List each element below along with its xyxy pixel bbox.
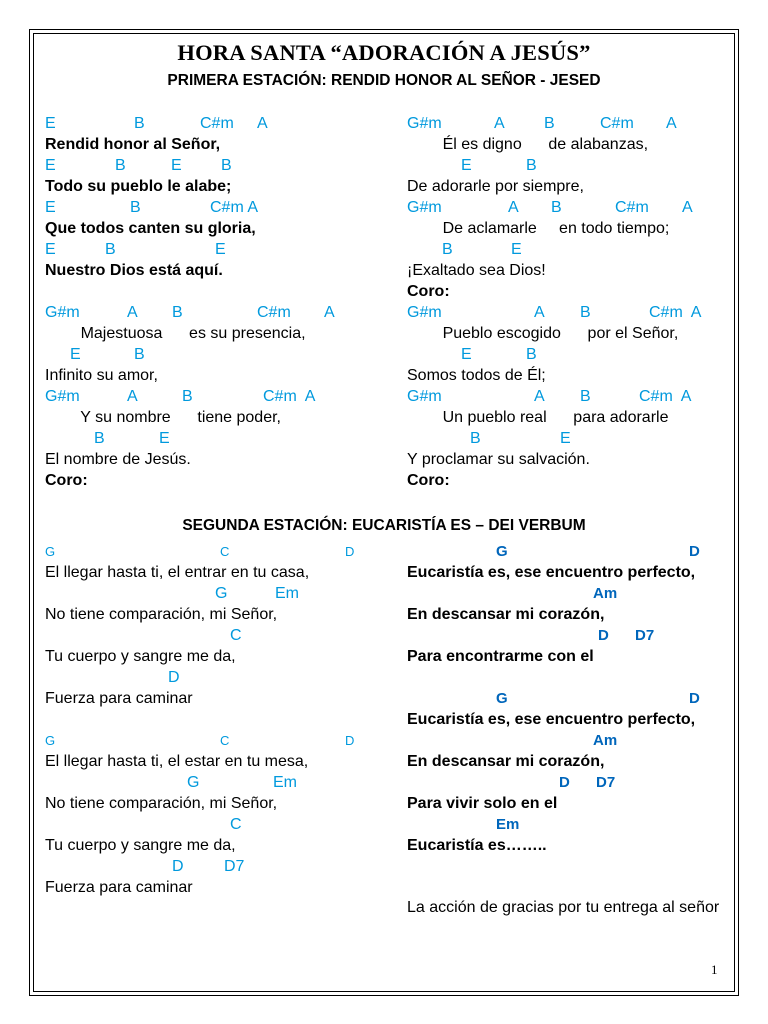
chord: E xyxy=(70,346,81,363)
chord-line xyxy=(45,583,385,604)
chord: E xyxy=(171,157,182,174)
chord: B xyxy=(544,115,555,132)
lyric-line: Majestuosa es su presencia, xyxy=(45,325,306,342)
chord: G xyxy=(45,544,56,559)
lyric-line: Y su nombre tiene poder, xyxy=(45,409,281,426)
chord-line xyxy=(407,197,737,218)
chord: B xyxy=(526,346,537,363)
lyric-line: Él es digno de alabanzas, xyxy=(407,136,649,153)
chord: D xyxy=(168,669,180,686)
chord: D xyxy=(345,544,355,559)
page-number: 1 xyxy=(711,962,718,977)
chord-line xyxy=(407,428,737,449)
closing-note: La acción de gracias por tu entrega al señor xyxy=(407,899,720,916)
chord: A xyxy=(127,388,138,405)
chord: C#m xyxy=(615,199,649,216)
chord: B xyxy=(172,304,183,321)
chord: G xyxy=(215,585,228,602)
chord: E xyxy=(45,157,56,174)
lyric-line: En descansar mi corazón, xyxy=(407,606,605,623)
station-2-title: SEGUNDA ESTACIÓN: EUCARISTÍA ES – DEI VERBUM xyxy=(182,517,586,534)
chord-line xyxy=(45,113,375,134)
chord-line xyxy=(45,344,375,365)
chord: B xyxy=(580,388,591,405)
chord: C xyxy=(220,733,230,748)
chord: D xyxy=(598,627,609,644)
chord: Am xyxy=(593,732,618,749)
chord-line xyxy=(407,541,737,562)
lyric-line: Fuerza para caminar xyxy=(45,879,193,896)
chord: C#m xyxy=(257,304,291,321)
lyric-line: No tiene comparación, mi Señor, xyxy=(45,606,278,623)
chord: A xyxy=(494,115,505,132)
chord: C#m A xyxy=(649,304,702,321)
chord: G#m xyxy=(407,304,442,321)
chord: D xyxy=(172,858,184,875)
chord: D7 xyxy=(596,774,616,791)
chord: Em xyxy=(273,774,297,791)
chord: Em xyxy=(275,585,299,602)
lyric-line: Somos todos de Él; xyxy=(407,367,546,384)
chord: E xyxy=(45,241,56,258)
chord: A xyxy=(666,115,677,132)
chord: G xyxy=(187,774,200,791)
lyric-line: De aclamarle en todo tiempo; xyxy=(407,220,670,237)
lyric-line: Eucaristía es, ese encuentro perfecto, xyxy=(407,711,696,728)
chord-line xyxy=(45,625,385,646)
chord-line xyxy=(407,239,737,260)
lyric-line: Eucaristía es, ese encuentro perfecto, xyxy=(407,564,696,581)
station-2-right-column xyxy=(407,541,737,918)
chord: B xyxy=(105,241,116,258)
chord: D xyxy=(689,543,700,560)
chord: C#m A xyxy=(639,388,692,405)
station-1-right-column xyxy=(407,113,737,491)
chord: D xyxy=(345,733,355,748)
chord: D xyxy=(689,690,700,707)
coro-label: Coro: xyxy=(407,283,450,300)
chord: A xyxy=(257,115,268,132)
lyric-line: Tu cuerpo y sangre me da, xyxy=(45,837,236,854)
chord-line xyxy=(407,344,737,365)
chord: B xyxy=(182,388,193,405)
chord-line xyxy=(407,302,737,323)
lyric-line: El llegar hasta ti, el estar en tu mesa, xyxy=(45,753,309,770)
chord: C xyxy=(230,627,242,644)
lyric-line: El llegar hasta ti, el entrar en tu casa, xyxy=(45,564,310,581)
lyric-line: Rendid honor al Señor, xyxy=(45,136,221,153)
chord: D xyxy=(559,774,570,791)
chord: C xyxy=(220,544,230,559)
chord: B xyxy=(470,430,481,447)
chord: B xyxy=(551,199,562,216)
chord: B xyxy=(442,241,453,258)
chord-line xyxy=(407,730,737,751)
chord: G#m xyxy=(407,115,442,132)
chord: B xyxy=(134,346,145,363)
lyric-line: De adorarle por siempre, xyxy=(407,178,584,195)
lyric-line: Y proclamar su salvación. xyxy=(407,451,590,468)
lyric-line: El nombre de Jesús. xyxy=(45,451,191,468)
chord: G#m xyxy=(45,388,80,405)
chord-line xyxy=(45,302,375,323)
lyric-line: ¡Exaltado sea Dios! xyxy=(407,262,546,279)
chord: A xyxy=(534,388,545,405)
coro-label: Coro: xyxy=(45,472,88,489)
chord-line xyxy=(45,155,375,176)
chord-line xyxy=(407,625,737,646)
chord: D7 xyxy=(224,858,245,875)
chord-line xyxy=(45,814,385,835)
lyric-line: No tiene comparación, mi Señor, xyxy=(45,795,278,812)
chord: G xyxy=(496,690,508,707)
chord-line xyxy=(45,386,375,407)
station-1-left-column xyxy=(45,113,375,491)
chord: B xyxy=(134,115,145,132)
chord-line xyxy=(45,541,385,562)
chord-line xyxy=(45,772,385,793)
chord: A xyxy=(127,304,138,321)
lyric-line: Para vivir solo en el xyxy=(407,795,558,812)
chord: C#m A xyxy=(263,388,316,405)
chord-line xyxy=(407,583,737,604)
chord: E xyxy=(45,115,56,132)
chord-line xyxy=(407,113,737,134)
chord-line xyxy=(45,667,385,688)
station-1-title: PRIMERA ESTACIÓN: RENDID HONOR AL SEÑOR - JESED xyxy=(167,72,601,89)
lyric-line: Para encontrarme con el xyxy=(407,648,594,665)
coro-label: Coro: xyxy=(407,472,450,489)
chord: C#m xyxy=(200,115,234,132)
chord: G#m xyxy=(407,388,442,405)
chord: A xyxy=(682,199,693,216)
chord: Em xyxy=(496,816,520,833)
chord: E xyxy=(461,157,472,174)
chord: B xyxy=(130,199,141,216)
chord: G xyxy=(45,733,56,748)
lyric-line: Infinito su amor, xyxy=(45,367,158,384)
chord: G xyxy=(496,543,508,560)
chord: A xyxy=(508,199,519,216)
chord: B xyxy=(221,157,232,174)
chord-line xyxy=(407,814,737,835)
chord-line xyxy=(45,197,375,218)
chord: A xyxy=(534,304,545,321)
chord-line xyxy=(45,428,375,449)
chord: D7 xyxy=(635,627,655,644)
lyric-line: Que todos canten su gloria, xyxy=(45,220,256,237)
chord: C#m xyxy=(600,115,634,132)
chord: E xyxy=(511,241,522,258)
chord: B xyxy=(94,430,105,447)
chord-line xyxy=(45,856,385,877)
lyric-line: Eucaristía es…….. xyxy=(407,837,547,854)
chord-line xyxy=(407,688,737,709)
chord-line xyxy=(407,386,737,407)
chord: B xyxy=(115,157,126,174)
lyric-line: Pueblo escogido por el Señor, xyxy=(407,325,679,342)
lyric-line: Un pueblo real para adorarle xyxy=(407,409,669,426)
chord: E xyxy=(461,346,472,363)
chord: E xyxy=(45,199,56,216)
lyric-line: Fuerza para caminar xyxy=(45,690,193,707)
chord: E xyxy=(159,430,170,447)
chord: Am xyxy=(593,585,618,602)
chord: G#m xyxy=(45,304,80,321)
chord: E xyxy=(560,430,571,447)
chord-line xyxy=(407,772,737,793)
chord: E xyxy=(215,241,226,258)
chord-line xyxy=(45,730,385,751)
chord: C#m A xyxy=(210,199,259,216)
chord-line xyxy=(45,239,375,260)
chord: B xyxy=(526,157,537,174)
chord: C xyxy=(230,816,242,833)
chord: B xyxy=(580,304,591,321)
lyric-line: Tu cuerpo y sangre me da, xyxy=(45,648,236,665)
chord-line xyxy=(407,155,737,176)
chord: A xyxy=(324,304,335,321)
lyric-line: En descansar mi corazón, xyxy=(407,753,605,770)
lyric-line: Todo su pueblo le alabe; xyxy=(45,178,232,195)
chord: G#m xyxy=(407,199,442,216)
lyric-line: Nuestro Dios está aquí. xyxy=(45,262,223,279)
document-title: HORA SANTA “ADORACIÓN A JESÚS” xyxy=(177,40,591,65)
station-2-left-column xyxy=(45,541,385,898)
